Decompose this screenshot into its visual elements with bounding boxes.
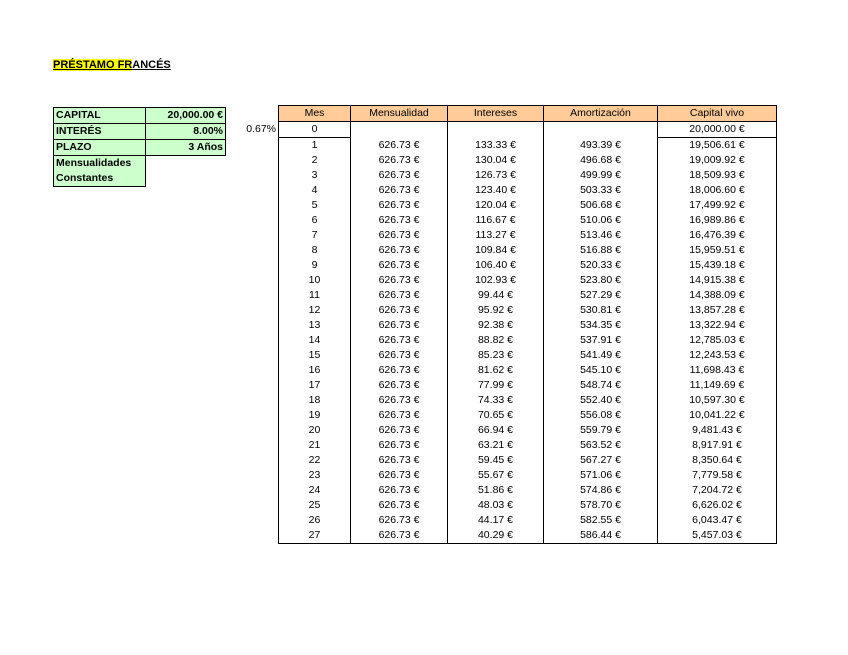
- cell-intereses[interactable]: 88.82 €: [448, 333, 544, 348]
- title-rest: ANCÉS: [132, 59, 171, 71]
- cell-amortizacion[interactable]: 571.06 €: [544, 468, 658, 483]
- cell-amortizacion[interactable]: 552.40 €: [544, 393, 658, 408]
- table-row: [279, 348, 777, 363]
- cell-amortizacion[interactable]: 545.10 €: [544, 363, 658, 378]
- table-row: [279, 333, 777, 348]
- cell-capital-vivo[interactable]: 12,785.03 €: [658, 333, 777, 348]
- cell-mes[interactable]: 24: [279, 483, 351, 498]
- cell-intereses[interactable]: 51.86 €: [448, 483, 544, 498]
- cell-intereses[interactable]: 106.40 €: [448, 258, 544, 273]
- cell-capital-vivo[interactable]: 6,043.47 €: [658, 513, 777, 528]
- cell-amortizacion[interactable]: [544, 122, 658, 138]
- cell-capital-vivo[interactable]: 20,000.00 €: [658, 122, 777, 138]
- cell-mensualidad[interactable]: 626.73 €: [351, 483, 448, 498]
- cell-capital-vivo[interactable]: 7,779.58 €: [658, 468, 777, 483]
- cell-intereses[interactable]: 95.92 €: [448, 303, 544, 318]
- cell-amortizacion[interactable]: 567.27 €: [544, 453, 658, 468]
- cell-mes[interactable]: 5: [279, 198, 351, 213]
- header-capital-vivo: Capital vivo: [658, 106, 777, 122]
- cell-mes[interactable]: 8: [279, 243, 351, 258]
- cell-intereses[interactable]: 74.33 €: [448, 393, 544, 408]
- cell-mes[interactable]: 21: [279, 438, 351, 453]
- cell-amortizacion[interactable]: 537.91 €: [544, 333, 658, 348]
- cell-mensualidad[interactable]: 626.73 €: [351, 243, 448, 258]
- header-intereses: Intereses: [448, 106, 544, 122]
- cell-amortizacion[interactable]: 548.74 €: [544, 378, 658, 393]
- table-row: [279, 363, 777, 378]
- cell-mensualidad[interactable]: 626.73 €: [351, 468, 448, 483]
- cell-intereses[interactable]: 113.27 €: [448, 228, 544, 243]
- cell-amortizacion[interactable]: 516.88 €: [544, 243, 658, 258]
- table-row: [279, 198, 777, 213]
- cell-intereses[interactable]: 92.38 €: [448, 318, 544, 333]
- table-row: [279, 153, 777, 168]
- amortization-table: [278, 105, 777, 544]
- capital-label: CAPITAL: [54, 108, 146, 124]
- plazo-label: PLAZO: [54, 140, 146, 156]
- cell-intereses[interactable]: 102.93 €: [448, 273, 544, 288]
- cell-mes[interactable]: 7: [279, 228, 351, 243]
- cell-amortizacion[interactable]: 510.06 €: [544, 213, 658, 228]
- cell-capital-vivo[interactable]: 6,626.02 €: [658, 498, 777, 513]
- cell-intereses[interactable]: 70.65 €: [448, 408, 544, 423]
- cell-amortizacion[interactable]: 499.99 €: [544, 168, 658, 183]
- cell-mes[interactable]: 6: [279, 213, 351, 228]
- cell-mes[interactable]: 14: [279, 333, 351, 348]
- cell-intereses[interactable]: 116.67 €: [448, 213, 544, 228]
- interes-label: INTERÉS: [54, 124, 146, 140]
- cell-capital-vivo[interactable]: 17,499.92 €: [658, 198, 777, 213]
- cell-intereses[interactable]: 81.62 €: [448, 363, 544, 378]
- table-row: [279, 408, 777, 423]
- cell-mensualidad[interactable]: 626.73 €: [351, 183, 448, 198]
- cell-mes[interactable]: 19: [279, 408, 351, 423]
- cell-intereses[interactable]: 109.84 €: [448, 243, 544, 258]
- cell-mensualidad[interactable]: 626.73 €: [351, 348, 448, 363]
- cell-mes[interactable]: 18: [279, 393, 351, 408]
- monthly-rate: 0.67%: [246, 123, 276, 135]
- cell-intereses[interactable]: 40.29 €: [448, 528, 544, 544]
- cell-mensualidad[interactable]: 626.73 €: [351, 198, 448, 213]
- table-row: [279, 528, 777, 544]
- cell-mensualidad[interactable]: 626.73 €: [351, 288, 448, 303]
- cell-intereses[interactable]: 77.99 €: [448, 378, 544, 393]
- table-row: [279, 483, 777, 498]
- cell-mes[interactable]: 16: [279, 363, 351, 378]
- cell-mensualidad[interactable]: 626.73 €: [351, 408, 448, 423]
- cell-amortizacion[interactable]: 527.29 €: [544, 288, 658, 303]
- table-row: [279, 438, 777, 453]
- cell-intereses[interactable]: 130.04 €: [448, 153, 544, 168]
- cell-mes[interactable]: 1: [279, 138, 351, 154]
- cell-amortizacion[interactable]: 523.80 €: [544, 273, 658, 288]
- cell-intereses[interactable]: 126.73 €: [448, 168, 544, 183]
- cell-capital-vivo[interactable]: 16,989.86 €: [658, 213, 777, 228]
- cell-intereses[interactable]: 120.04 €: [448, 198, 544, 213]
- cell-capital-vivo[interactable]: 11,149.69 €: [658, 378, 777, 393]
- table-row: [279, 423, 777, 438]
- cell-capital-vivo[interactable]: 15,439.18 €: [658, 258, 777, 273]
- cell-amortizacion[interactable]: 534.35 €: [544, 318, 658, 333]
- cell-amortizacion[interactable]: 582.55 €: [544, 513, 658, 528]
- plazo-value[interactable]: 3 Años: [146, 140, 226, 156]
- cell-intereses[interactable]: 63.21 €: [448, 438, 544, 453]
- cell-mensualidad[interactable]: 626.73 €: [351, 258, 448, 273]
- cell-capital-vivo[interactable]: 16,476.39 €: [658, 228, 777, 243]
- header-mes: Mes: [279, 106, 351, 122]
- cell-mes[interactable]: 15: [279, 348, 351, 363]
- table-row: [279, 168, 777, 183]
- cell-mes[interactable]: 26: [279, 513, 351, 528]
- constantes-label: Constantes: [54, 171, 146, 187]
- cell-mensualidad[interactable]: 626.73 €: [351, 453, 448, 468]
- cell-amortizacion[interactable]: 496.68 €: [544, 153, 658, 168]
- table-row: [279, 138, 777, 154]
- cell-amortizacion[interactable]: 574.86 €: [544, 483, 658, 498]
- cell-amortizacion[interactable]: 530.81 €: [544, 303, 658, 318]
- table-row: [279, 318, 777, 333]
- table-row: [279, 273, 777, 288]
- table-row: [279, 228, 777, 243]
- cell-mes[interactable]: 0: [279, 122, 351, 138]
- table-row: [279, 183, 777, 198]
- cell-amortizacion[interactable]: 520.33 €: [544, 258, 658, 273]
- cell-capital-vivo[interactable]: 19,009.92 €: [658, 153, 777, 168]
- cell-amortizacion[interactable]: 503.33 €: [544, 183, 658, 198]
- table-body: [279, 122, 777, 544]
- cell-mes[interactable]: 12: [279, 303, 351, 318]
- cell-intereses[interactable]: [448, 122, 544, 138]
- cell-amortizacion[interactable]: 513.46 €: [544, 228, 658, 243]
- cell-capital-vivo[interactable]: 13,322.94 €: [658, 318, 777, 333]
- cell-amortizacion[interactable]: 493.39 €: [544, 138, 658, 154]
- cell-capital-vivo[interactable]: 15,959.51 €: [658, 243, 777, 258]
- cell-mensualidad[interactable]: 626.73 €: [351, 498, 448, 513]
- cell-intereses[interactable]: 48.03 €: [448, 498, 544, 513]
- cell-mes[interactable]: 2: [279, 153, 351, 168]
- table-row: [279, 258, 777, 273]
- cell-capital-vivo[interactable]: 12,243.53 €: [658, 348, 777, 363]
- cell-capital-vivo[interactable]: 8,917.91 €: [658, 438, 777, 453]
- cell-mensualidad[interactable]: 626.73 €: [351, 393, 448, 408]
- header-amortizacion: Amortización: [544, 106, 658, 122]
- cell-capital-vivo[interactable]: 18,006.60 €: [658, 183, 777, 198]
- cell-mes[interactable]: 9: [279, 258, 351, 273]
- cell-mes[interactable]: 10: [279, 273, 351, 288]
- cell-capital-vivo[interactable]: 9,481.43 €: [658, 423, 777, 438]
- cell-mensualidad[interactable]: 626.73 €: [351, 303, 448, 318]
- table-row: [279, 122, 777, 138]
- cell-mensualidad[interactable]: 626.73 €: [351, 363, 448, 378]
- table-row: [279, 498, 777, 513]
- cell-capital-vivo[interactable]: 8,350.64 €: [658, 453, 777, 468]
- table-row: [279, 378, 777, 393]
- cell-mensualidad[interactable]: 626.73 €: [351, 213, 448, 228]
- cell-intereses[interactable]: 55.67 €: [448, 468, 544, 483]
- table-header-row: [279, 106, 777, 122]
- cell-mensualidad[interactable]: 626.73 €: [351, 228, 448, 243]
- cell-capital-vivo[interactable]: 14,915.38 €: [658, 273, 777, 288]
- table-row: [279, 288, 777, 303]
- cell-mes[interactable]: 25: [279, 498, 351, 513]
- cell-intereses[interactable]: 59.45 €: [448, 453, 544, 468]
- cell-capital-vivo[interactable]: 14,388.09 €: [658, 288, 777, 303]
- cell-mes[interactable]: 3: [279, 168, 351, 183]
- cell-amortizacion[interactable]: 541.49 €: [544, 348, 658, 363]
- cell-mes[interactable]: 11: [279, 288, 351, 303]
- cell-intereses[interactable]: 133.33 €: [448, 138, 544, 154]
- cell-intereses[interactable]: 123.40 €: [448, 183, 544, 198]
- cell-intereses[interactable]: 85.23 €: [448, 348, 544, 363]
- cell-mensualidad[interactable]: 626.73 €: [351, 513, 448, 528]
- cell-capital-vivo[interactable]: 7,204.72 €: [658, 483, 777, 498]
- cell-mes[interactable]: 17: [279, 378, 351, 393]
- cell-mensualidad[interactable]: 626.73 €: [351, 153, 448, 168]
- cell-mensualidad[interactable]: [351, 122, 448, 138]
- cell-mes[interactable]: 20: [279, 423, 351, 438]
- table-row: [279, 453, 777, 468]
- page-title: [53, 58, 171, 72]
- cell-mensualidad[interactable]: 626.73 €: [351, 333, 448, 348]
- table-row: [279, 303, 777, 318]
- cell-capital-vivo[interactable]: 13,857.28 €: [658, 303, 777, 318]
- cell-mensualidad[interactable]: 626.73 €: [351, 318, 448, 333]
- cell-mes[interactable]: 13: [279, 318, 351, 333]
- table-row: [279, 513, 777, 528]
- capital-value[interactable]: 20,000.00 €: [146, 108, 226, 124]
- cell-intereses[interactable]: 66.94 €: [448, 423, 544, 438]
- cell-mensualidad[interactable]: 626.73 €: [351, 378, 448, 393]
- cell-mensualidad[interactable]: 626.73 €: [351, 138, 448, 154]
- cell-mensualidad[interactable]: 626.73 €: [351, 528, 448, 544]
- cell-capital-vivo[interactable]: 5,457.03 €: [658, 528, 777, 544]
- mensualidades-label: Mensualidades: [54, 156, 146, 172]
- cell-mes[interactable]: 27: [279, 528, 351, 544]
- title-highlighted: PRÉSTAMO FR: [53, 59, 133, 71]
- cell-mes[interactable]: 22: [279, 453, 351, 468]
- cell-mensualidad[interactable]: 626.73 €: [351, 273, 448, 288]
- cell-amortizacion[interactable]: 556.08 €: [544, 408, 658, 423]
- table-row: [279, 243, 777, 258]
- cell-amortizacion[interactable]: 578.70 €: [544, 498, 658, 513]
- table-row: [279, 468, 777, 483]
- loan-parameters: [53, 107, 226, 187]
- cell-mensualidad[interactable]: 626.73 €: [351, 438, 448, 453]
- cell-mes[interactable]: 4: [279, 183, 351, 198]
- header-mensualidad: Mensualidad: [351, 106, 448, 122]
- cell-capital-vivo[interactable]: 19,506.61 €: [658, 138, 777, 154]
- table-row: [279, 213, 777, 228]
- table-row: [279, 393, 777, 408]
- cell-capital-vivo[interactable]: 11,698.43 €: [658, 363, 777, 378]
- cell-intereses[interactable]: 99.44 €: [448, 288, 544, 303]
- cell-amortizacion[interactable]: 559.79 €: [544, 423, 658, 438]
- cell-mensualidad[interactable]: 626.73 €: [351, 168, 448, 183]
- cell-mes[interactable]: 23: [279, 468, 351, 483]
- cell-capital-vivo[interactable]: 18,509.93 €: [658, 168, 777, 183]
- cell-mensualidad[interactable]: 626.73 €: [351, 423, 448, 438]
- interes-value[interactable]: 8.00%: [146, 124, 226, 140]
- cell-intereses[interactable]: 44.17 €: [448, 513, 544, 528]
- cell-amortizacion[interactable]: 506.68 €: [544, 198, 658, 213]
- cell-capital-vivo[interactable]: 10,597.30 €: [658, 393, 777, 408]
- cell-amortizacion[interactable]: 563.52 €: [544, 438, 658, 453]
- cell-capital-vivo[interactable]: 10,041.22 €: [658, 408, 777, 423]
- cell-amortizacion[interactable]: 586.44 €: [544, 528, 658, 544]
